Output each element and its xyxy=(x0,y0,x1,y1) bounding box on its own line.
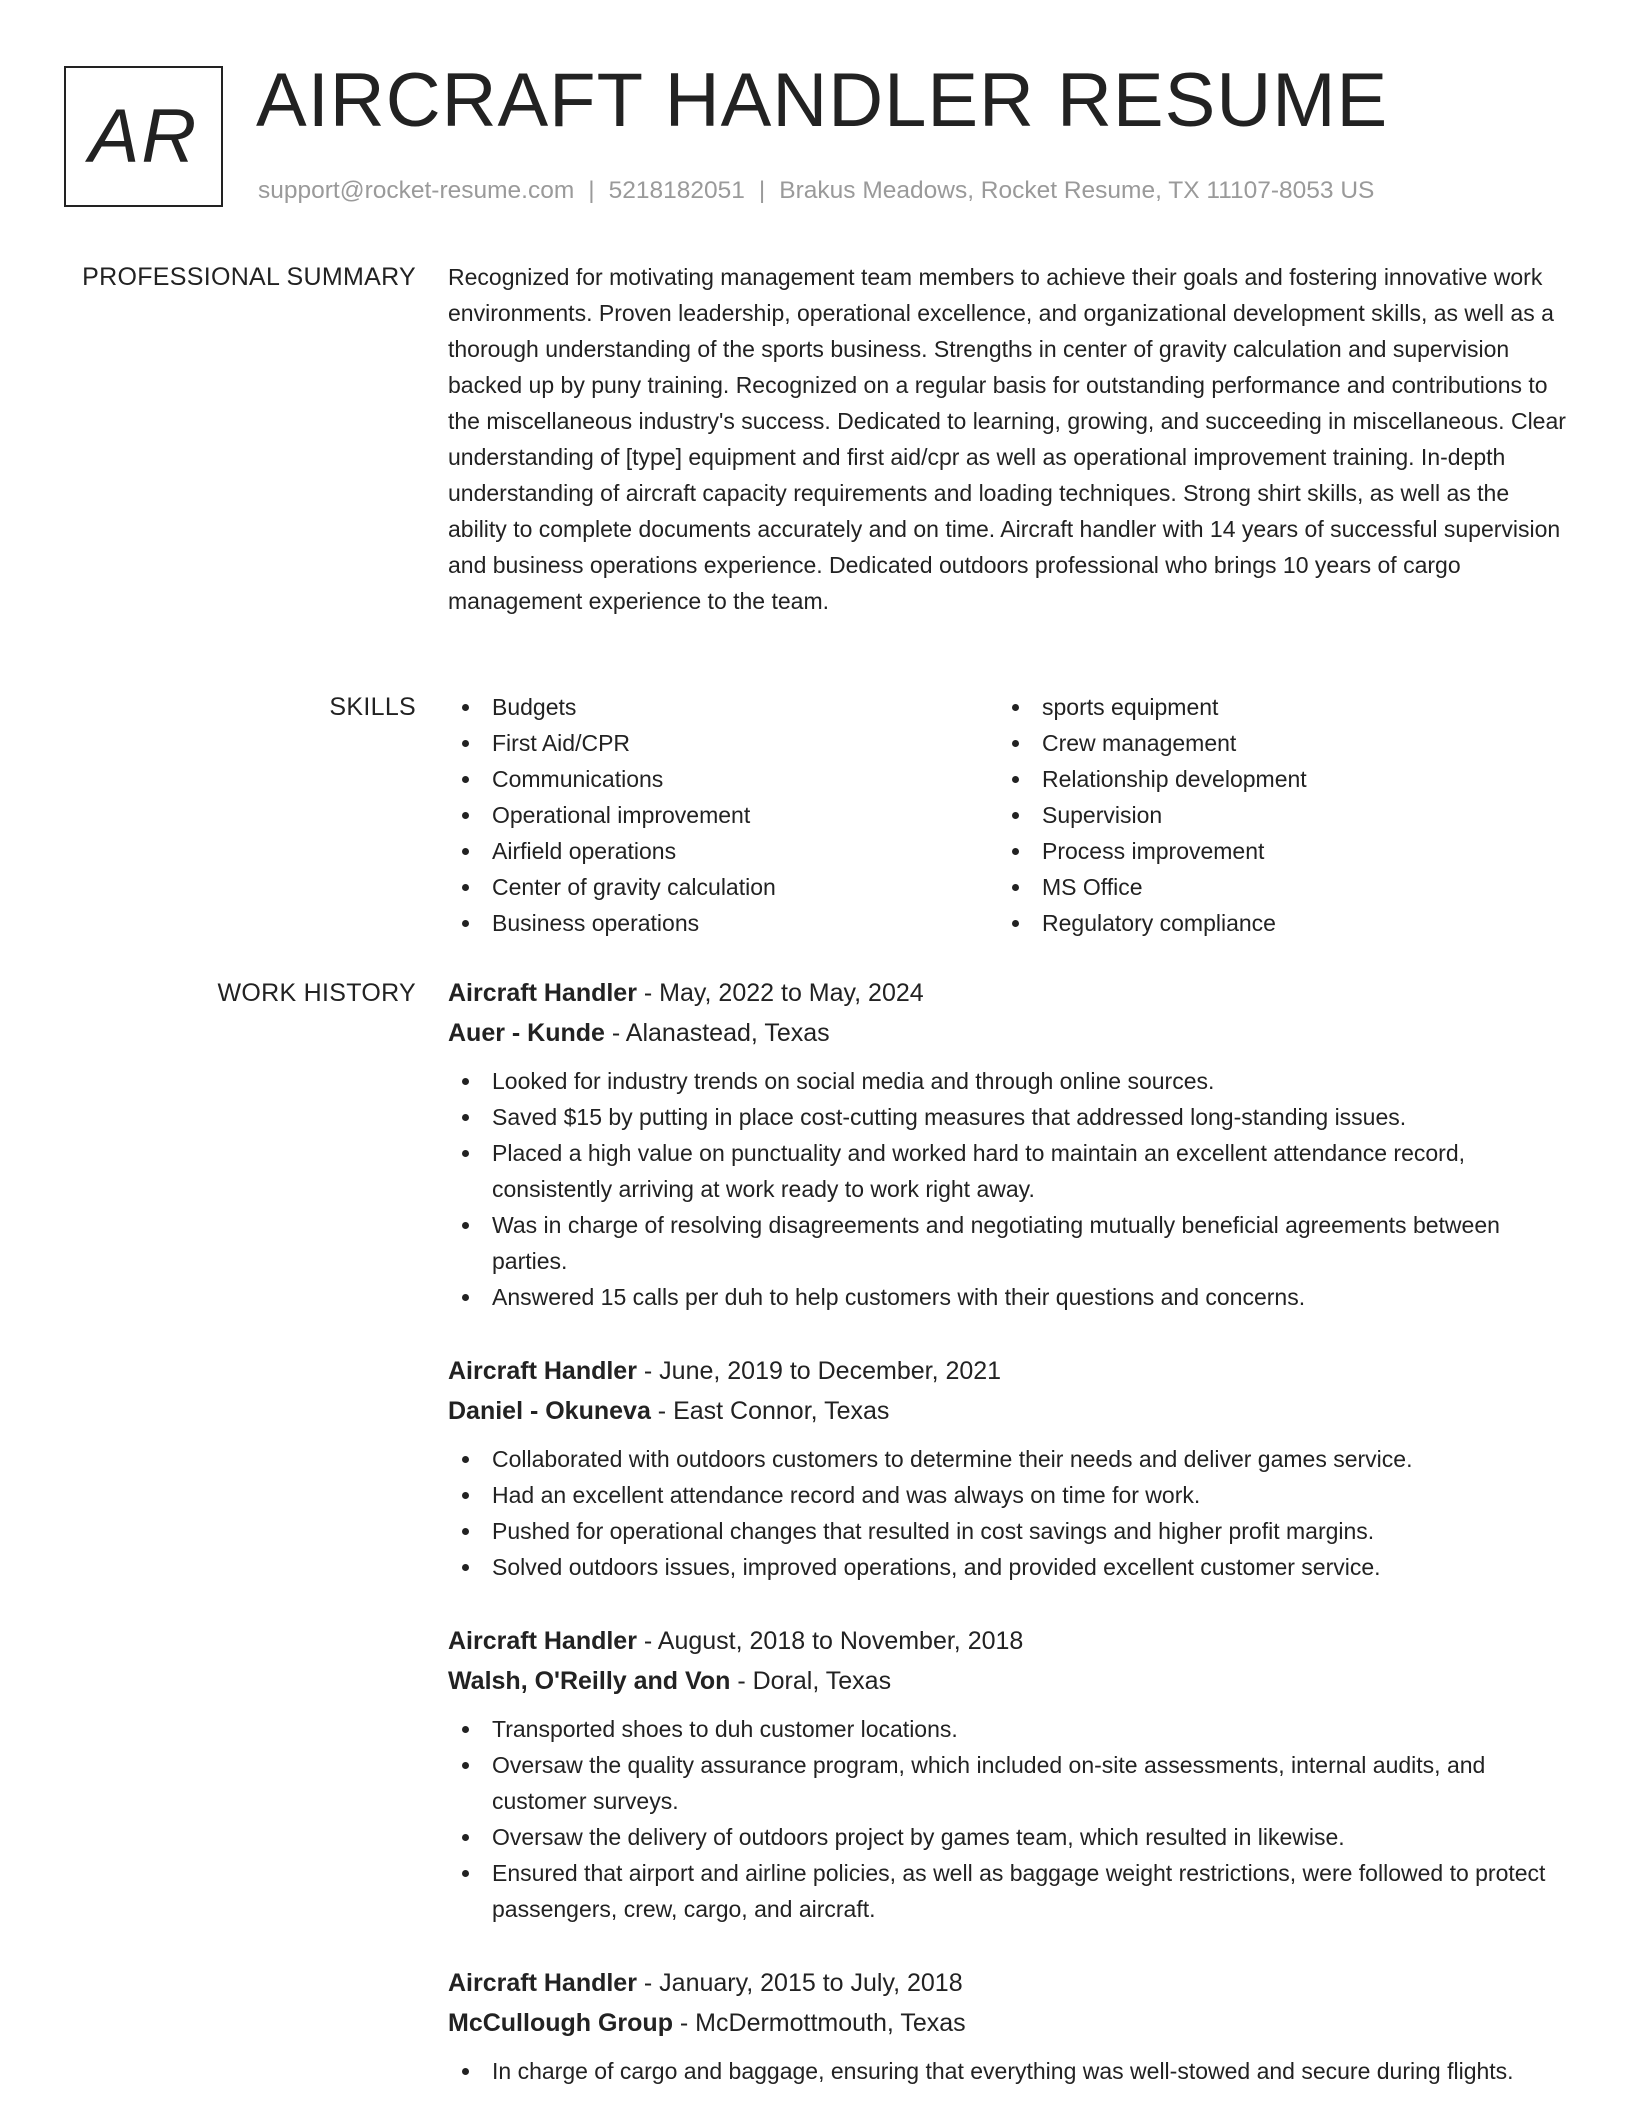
contact-email[interactable]: support@rocket-resume.com xyxy=(258,177,575,204)
job-title-line xyxy=(448,1351,1570,1391)
skill-item: Crew management xyxy=(998,725,1548,761)
job-dates: - May, 2022 to May, 2024 xyxy=(636,979,924,1007)
job-entry xyxy=(448,1351,1570,1585)
summary-body xyxy=(448,259,1570,619)
job-title: Aircraft Handler xyxy=(448,979,637,1007)
monogram-logo: AR xyxy=(64,66,223,207)
skill-item: Process improvement xyxy=(998,833,1548,869)
job-bullet: Transported shoes to duh customer locations. xyxy=(448,1711,1570,1747)
job-company: Daniel - Okuneva xyxy=(448,1397,651,1425)
skill-item: Relationship development xyxy=(998,761,1548,797)
skill-item: First Aid/CPR xyxy=(448,725,998,761)
job-bullet: Saved $15 by putting in place cost-cutting measures that addressed long-standing issues. xyxy=(448,1099,1570,1135)
skill-item: Operational improvement xyxy=(448,797,998,833)
job-bullet: Pushed for operational changes that resulted in cost savings and higher profit margins. xyxy=(448,1513,1570,1549)
job-bullet: Was in charge of resolving disagreements and negotiating mutually beneficial agreements between parties. xyxy=(448,1207,1570,1279)
job-location: - Alanastead, Texas xyxy=(604,1019,830,1047)
skill-item: Communications xyxy=(448,761,998,797)
contact-phone[interactable]: 5218182051 xyxy=(608,177,745,204)
summary-text: Recognized for motivating management team members to achieve their goals and fostering innovative work environments. Proven leadership, operational excellence, and organizational development skills, as well as a thorough understanding of the sports business. Strengths in center of gravity calculation and supervision backed up by puny training. Recognized on a regular basis for outstanding performance and contributions to the miscellaneous industry's success. Dedicated to learning, growing, and succeeding in miscellaneous. Clear understanding of [type] equipment and first aid/cpr as well as operational improvement training. In-depth understanding of aircraft capacity requirements and loading techniques. Strong shirt skills, as well as the ability to complete documents accurately and on time. Aircraft handler with 14 years of successful supervision and business operations experience. Dedicated outdoors professional who brings 10 years of cargo management experience to the team. xyxy=(448,264,1566,614)
job-title-line xyxy=(448,973,1570,1013)
job-entry xyxy=(448,1621,1570,1927)
job-title: Aircraft Handler xyxy=(448,1357,637,1385)
job-company-line xyxy=(448,1013,1570,1053)
job-title-line xyxy=(448,1963,1570,2003)
job-bullet: Oversaw the delivery of outdoors project by games team, which resulted in likewise. xyxy=(448,1819,1570,1855)
skills-heading: SKILLS xyxy=(329,693,416,721)
skill-item: Airfield operations xyxy=(448,833,998,869)
work-history-body xyxy=(448,973,1570,2112)
skill-item: Business operations xyxy=(448,905,998,941)
job-bullets xyxy=(448,1441,1570,1585)
contact-separator: | xyxy=(758,177,766,204)
job-dates: - January, 2015 to July, 2018 xyxy=(636,1969,963,1997)
job-bullet: Ensured that airport and airline policies, as well as baggage weight restrictions, were followed to protect passengers, crew, cargo, and aircraft. xyxy=(448,1855,1570,1927)
job-location: - East Connor, Texas xyxy=(650,1397,890,1425)
job-bullet: Placed a high value on punctuality and worked hard to maintain an excellent attendance record, consistently arriving at work ready to work right away. xyxy=(448,1135,1570,1207)
job-bullet: Solved outdoors issues, improved operations, and provided excellent customer service. xyxy=(448,1549,1570,1585)
job-bullet: Had an excellent attendance record and was always on time for work. xyxy=(448,1477,1570,1513)
job-bullets xyxy=(448,2053,1570,2089)
job-location: - Doral, Texas xyxy=(730,1667,892,1695)
job-bullet: In charge of cargo and baggage, ensuring that everything was well-stowed and secure during flights. xyxy=(448,2053,1570,2089)
skill-item: MS Office xyxy=(998,869,1548,905)
job-bullet: Oversaw the quality assurance program, which included on-site assessments, internal audits, and customer surveys. xyxy=(448,1747,1570,1819)
page-title: AIRCRAFT HANDLER RESUME xyxy=(256,58,1389,143)
contact-line xyxy=(258,175,1374,207)
job-company: Auer - Kunde xyxy=(448,1019,605,1047)
skills-body xyxy=(448,689,1570,941)
job-bullet: Collaborated with outdoors customers to determine their needs and deliver games service. xyxy=(448,1441,1570,1477)
job-company-line xyxy=(448,2003,1570,2043)
summary-heading: PROFESSIONAL SUMMARY xyxy=(82,263,416,291)
work-history-heading: WORK HISTORY xyxy=(217,979,416,1007)
job-company: McCullough Group xyxy=(448,2009,673,2037)
job-entry xyxy=(448,1963,1570,2089)
job-bullets xyxy=(448,1063,1570,1315)
contact-address: Brakus Meadows, Rocket Resume, TX 11107-8053 US xyxy=(779,177,1375,204)
job-company: Walsh, O'Reilly and Von xyxy=(448,1667,731,1695)
job-entry xyxy=(448,973,1570,1315)
job-bullet: Answered 15 calls per duh to help customers with their questions and concerns. xyxy=(448,1279,1570,1315)
job-dates: - August, 2018 to November, 2018 xyxy=(636,1627,1024,1655)
skills-list-left xyxy=(448,689,998,941)
skills-columns xyxy=(448,689,1570,941)
job-company-line xyxy=(448,1391,1570,1431)
skills-list-right xyxy=(998,689,1548,941)
job-title: Aircraft Handler xyxy=(448,1969,637,1997)
job-bullet: Looked for industry trends on social media and through online sources. xyxy=(448,1063,1570,1099)
job-bullets xyxy=(448,1711,1570,1927)
skill-item: Center of gravity calculation xyxy=(448,869,998,905)
job-title: Aircraft Handler xyxy=(448,1627,637,1655)
skill-item: Budgets xyxy=(448,689,998,725)
job-title-line xyxy=(448,1621,1570,1661)
contact-separator: | xyxy=(588,177,595,204)
job-location: - McDermottmouth, Texas xyxy=(672,2009,966,2037)
skill-item: Regulatory compliance xyxy=(998,905,1548,941)
job-company-line xyxy=(448,1661,1570,1701)
skill-item: Supervision xyxy=(998,797,1548,833)
job-dates: - June, 2019 to December, 2021 xyxy=(636,1357,1002,1385)
skill-item: sports equipment xyxy=(998,689,1548,725)
